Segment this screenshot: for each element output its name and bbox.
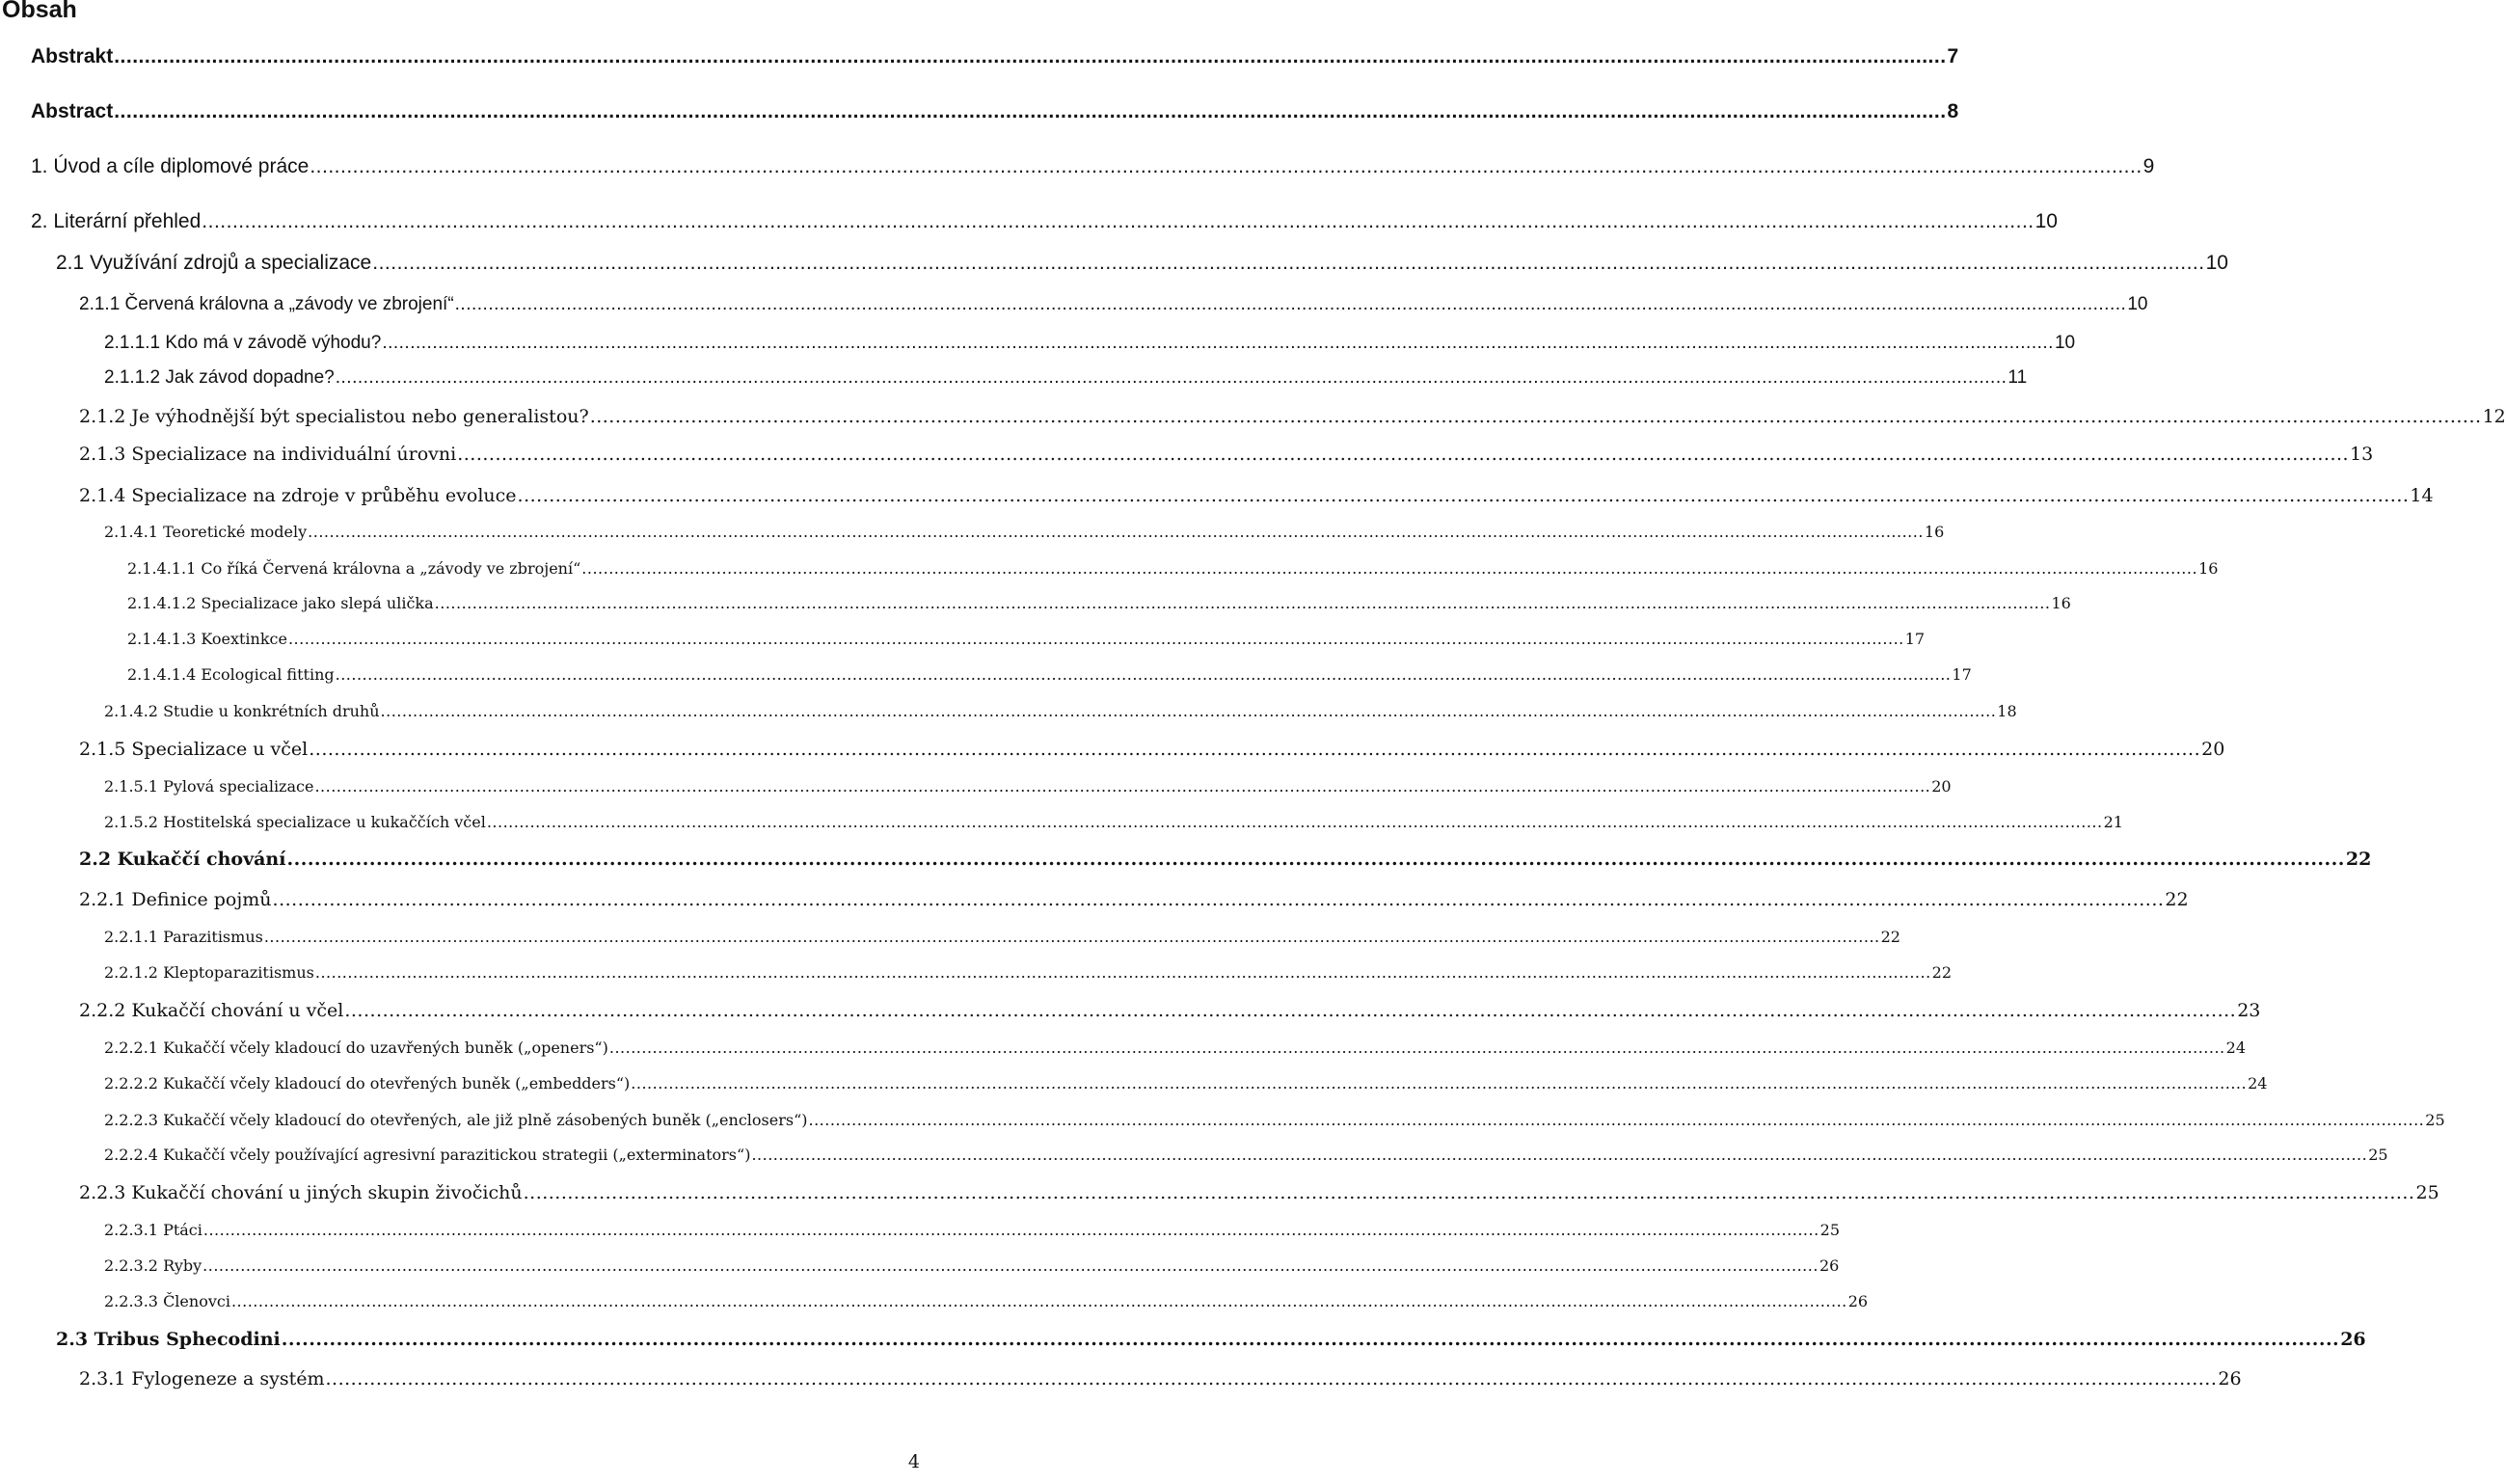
- toc-entry-label: 2.2.1.2 Kleptoparazitismus: [104, 963, 314, 982]
- toc-entry[interactable]: [79, 294, 2148, 315]
- toc-entry-label: 2.1.1 Červená královna a „závody ve zbrojení“: [79, 294, 454, 314]
- toc-entry-label: Abstract: [31, 100, 114, 122]
- toc-entry[interactable]: [79, 444, 2374, 465]
- toc-entry-page: 16: [2051, 594, 2071, 612]
- toc-entry-label: 2. Literární přehled: [31, 210, 202, 232]
- toc-entry-page: 23: [2237, 1000, 2261, 1021]
- toc-leader-dots: ............................................................................................................................................................................................................................................................................................................: [581, 559, 2198, 578]
- toc-leader-dots: ............................................................................................................................................................................................................................................................................................................: [263, 928, 1880, 946]
- toc-leader-dots: ............................................................................................................................................................................................................................................................................................................: [286, 849, 2345, 870]
- toc-entry[interactable]: [127, 594, 2071, 612]
- toc-entry[interactable]: [104, 333, 2076, 354]
- toc-leader-dots: ............................................................................................................................................................................................................................................................................................................: [272, 889, 2165, 910]
- toc-entry-page: 21: [2103, 813, 2123, 831]
- toc-leader-dots: ............................................................................................................................................................................................................................................................................................................: [454, 294, 2127, 314]
- toc-entry-label: 2.2.3.2 Ryby: [104, 1256, 202, 1275]
- toc-entry-page: 25: [1819, 1221, 1841, 1239]
- toc-entry-page: 25: [2415, 1182, 2439, 1203]
- toc-entry-page: 10: [2205, 252, 2228, 274]
- toc-entry[interactable]: [104, 367, 2028, 389]
- toc-entry-page: 22: [1931, 963, 1953, 982]
- toc-entry[interactable]: [79, 889, 2189, 910]
- toc-entry-label: Abstrakt: [31, 45, 114, 67]
- toc-entry-page: 17: [1904, 630, 1926, 648]
- toc-entry[interactable]: [79, 485, 2434, 506]
- toc-entry-page: 10: [2127, 294, 2148, 314]
- toc-leader-dots: ............................................................................................................................................................................................................................................................................................................: [380, 702, 1997, 720]
- toc-entry[interactable]: [127, 630, 1926, 648]
- toc-entry-page: 8: [1947, 100, 1959, 122]
- page-number: 4: [907, 1451, 920, 1472]
- toc-leader-dots: ............................................................................................................................................................................................................................................................................................................: [344, 1000, 2237, 1021]
- toc-leader-dots: ............................................................................................................................................................................................................................................................................................................: [457, 444, 2350, 465]
- toc-entry[interactable]: [79, 1182, 2439, 1203]
- toc-entry-page: 16: [2198, 559, 2219, 578]
- toc-entry-label: 2.1.1.1 Kdo má v závodě výhodu?: [104, 333, 382, 353]
- toc-entry[interactable]: [104, 928, 1900, 946]
- toc-entry[interactable]: [79, 739, 2225, 760]
- toc-leader-dots: ............................................................................................................................................................................................................................................................................................................: [287, 630, 1904, 648]
- toc-leader-dots: ............................................................................................................................................................................................................................................................................................................: [114, 45, 1947, 67]
- toc-leader-dots: ............................................................................................................................................................................................................................................................................................................: [314, 963, 1931, 982]
- toc-entry-page: 24: [2225, 1039, 2246, 1057]
- toc-leader-dots: ............................................................................................................................................................................................................................................................................................................: [589, 406, 2482, 427]
- toc-entry-page: 26: [2340, 1329, 2366, 1350]
- toc-entry-label: 2.2 Kukaččí chování: [79, 849, 286, 870]
- toc-entry-label: 2.1.4.1.2 Specializace jako slepá ulička: [127, 594, 434, 612]
- toc-entry-page: 9: [2142, 155, 2155, 177]
- toc-entry-label: 2.1.1.2 Jak závod dopadne?: [104, 367, 335, 388]
- toc-leader-dots: ............................................................................................................................................................................................................................................................................................................: [281, 1329, 2340, 1350]
- toc-entry[interactable]: [104, 777, 1952, 796]
- toc-entry-page: 10: [2054, 333, 2076, 353]
- toc-entry-page: 16: [1924, 523, 1945, 541]
- toc-entry[interactable]: [127, 665, 1972, 684]
- toc-entry-label: 2.2.2.3 Kukaččí včely kladoucí do otevřených, ale již plně zásobených buněk („enclosers“): [104, 1111, 808, 1129]
- toc-entry-page: 20: [1931, 777, 1952, 796]
- toc-entry-page: 10: [2034, 210, 2058, 232]
- toc-leader-dots: ............................................................................................................................................................................................................................................................................................................: [808, 1111, 2425, 1129]
- toc-entry-page: 7: [1947, 45, 1959, 67]
- toc-leader-dots: ............................................................................................................................................................................................................................................................................................................: [230, 1292, 1847, 1310]
- toc-entry-label: 2.1.4.1.3 Koextinkce: [127, 630, 287, 648]
- toc-leader-dots: ............................................................................................................................................................................................................................................................................................................: [202, 1221, 1819, 1239]
- toc-leader-dots: ............................................................................................................................................................................................................................................................................................................: [308, 523, 1924, 541]
- toc-entry-page: 18: [1997, 702, 2017, 720]
- toc-entry-label: 2.1.4 Specializace na zdroje v průběhu evoluce: [79, 485, 517, 506]
- toc-entry-label: 2.2.2.2 Kukaččí včely kladoucí do otevřených buněk („embedders“): [104, 1074, 631, 1093]
- toc-entry-label: 2.2.3.1 Ptáci: [104, 1221, 202, 1239]
- toc-entry[interactable]: [79, 1368, 2242, 1390]
- toc-entry-label: 2.2.1 Definice pojmů: [79, 889, 272, 910]
- toc-leader-dots: ............................................................................................................................................................................................................................................................................................................: [372, 252, 2205, 274]
- toc-entry[interactable]: [104, 963, 1953, 982]
- toc-entry[interactable]: [104, 1221, 1841, 1239]
- toc-entry-page: 24: [2248, 1074, 2268, 1093]
- toc-entry[interactable]: [79, 849, 2372, 870]
- toc-entry-label: 2.1.5 Specializace u včel: [79, 739, 309, 760]
- toc-entry-label: 2.2.2 Kukaččí chování u včel: [79, 1000, 344, 1021]
- toc-entry-label: 2.1.4.1.1 Co říká Červená královna a „závody ve zbrojení“: [127, 559, 581, 578]
- toc-leader-dots: ............................................................................................................................................................................................................................................................................................................: [517, 485, 2410, 506]
- toc-leader-dots: ............................................................................................................................................................................................................................................................................................................: [631, 1074, 2248, 1093]
- toc-entry[interactable]: [104, 1039, 2246, 1057]
- toc-entry[interactable]: [104, 813, 2123, 831]
- toc-entry-page: 12: [2482, 406, 2506, 427]
- toc-entry[interactable]: [31, 210, 2058, 233]
- toc-entry-page: 13: [2350, 444, 2374, 465]
- toc-entry-page: 26: [1847, 1292, 1869, 1310]
- toc-entry[interactable]: [127, 559, 2219, 578]
- toc-entry-label: 2.2.1.1 Parazitismus: [104, 928, 263, 946]
- toc-leader-dots: ............................................................................................................................................................................................................................................................................................................: [114, 100, 1947, 122]
- toc-entry-page: 22: [1880, 928, 1900, 946]
- toc-entry-label: 2.1.3 Specializace na individuální úrovni: [79, 444, 457, 465]
- toc-entry[interactable]: [104, 1074, 2268, 1093]
- toc-entry[interactable]: [79, 1000, 2261, 1021]
- toc-entry[interactable]: [104, 1111, 2445, 1129]
- toc-entry-page: 25: [2425, 1111, 2445, 1129]
- toc-leader-dots: ............................................................................................................................................................................................................................................................................................................: [310, 155, 2142, 177]
- toc-leader-dots: ............................................................................................................................................................................................................................................................................................................: [434, 594, 2051, 612]
- toc-leader-dots: ............................................................................................................................................................................................................................................................................................................: [608, 1039, 2225, 1057]
- toc-entry-page: 22: [2165, 889, 2189, 910]
- toc-leader-dots: ............................................................................................................................................................................................................................................................................................................: [202, 1256, 1819, 1275]
- toc-entry-label: 2.1.4.2 Studie u konkrétních druhů: [104, 702, 380, 720]
- toc-entry[interactable]: [31, 155, 2155, 178]
- toc-entry-label: 2.2.2.4 Kukaččí včely používající agresivní parazitickou strategii („exterminators“): [104, 1146, 751, 1164]
- toc-leader-dots: ............................................................................................................................................................................................................................................................................................................: [309, 739, 2201, 760]
- toc-entry-page: 14: [2410, 485, 2434, 506]
- toc-entry-label: 2.1 Využívání zdrojů a specializace: [56, 252, 372, 274]
- toc-entry-label: 2.1.2 Je výhodnější být specialistou nebo generalistou?: [79, 406, 589, 427]
- toc-entry[interactable]: [79, 406, 2506, 427]
- toc-entry[interactable]: [104, 1292, 1869, 1310]
- toc-leader-dots: ............................................................................................................................................................................................................................................................................................................: [751, 1146, 2368, 1164]
- toc-entry[interactable]: [31, 100, 1959, 123]
- toc-entry-label: 2.1.5.1 Pylová specializace: [104, 777, 314, 796]
- toc-leader-dots: ............................................................................................................................................................................................................................................................................................................: [335, 665, 1952, 684]
- toc-entry-label: 2.2.3 Kukaččí chování u jiných skupin živočichů: [79, 1182, 523, 1203]
- toc-entry[interactable]: [104, 1146, 2388, 1164]
- toc-entry[interactable]: [56, 252, 2228, 275]
- toc-entry-page: 17: [1952, 665, 1972, 684]
- toc-entry-page: 26: [2218, 1368, 2242, 1390]
- toc-entry-page: 11: [2007, 367, 2028, 388]
- toc-leader-dots: ............................................................................................................................................................................................................................................................................................................: [523, 1182, 2415, 1203]
- toc-leader-dots: ............................................................................................................................................................................................................................................................................................................: [382, 333, 2054, 353]
- toc-leader-dots: ............................................................................................................................................................................................................................................................................................................: [486, 813, 2103, 831]
- toc-entry-page: 22: [2345, 849, 2372, 870]
- toc-entry-label: 2.3 Tribus Sphecodini: [56, 1329, 281, 1350]
- toc-entry-page: 25: [2368, 1146, 2388, 1164]
- toc-entry-label: 2.1.4.1.4 Ecological fitting: [127, 665, 335, 684]
- toc-leader-dots: ............................................................................................................................................................................................................................................................................................................: [325, 1368, 2218, 1390]
- toc-entry[interactable]: [31, 45, 1959, 68]
- toc-entry[interactable]: [104, 1256, 1840, 1275]
- toc-leader-dots: ............................................................................................................................................................................................................................................................................................................: [335, 367, 2007, 388]
- toc-entry[interactable]: [104, 523, 1945, 541]
- page-title: Obsah: [2, 0, 77, 23]
- toc-entry-label: 2.1.5.2 Hostitelská specializace u kukaččích včel: [104, 813, 486, 831]
- toc-entry-page: 26: [1819, 1256, 1840, 1275]
- toc-leader-dots: ............................................................................................................................................................................................................................................................................................................: [314, 777, 1931, 796]
- toc-entry-label: 2.2.3.3 Členovci: [104, 1292, 230, 1310]
- toc-leader-dots: ............................................................................................................................................................................................................................................................................................................: [202, 210, 2034, 232]
- toc-entry[interactable]: [56, 1329, 2366, 1350]
- toc-entry-page: 20: [2201, 739, 2225, 760]
- toc-entry[interactable]: [104, 702, 2017, 720]
- toc-entry-label: 2.3.1 Fylogeneze a systém: [79, 1368, 325, 1390]
- toc-entry-label: 1. Úvod a cíle diplomové práce: [31, 155, 310, 177]
- toc-entry-label: 2.2.2.1 Kukaččí včely kladoucí do uzavřených buněk („openers“): [104, 1039, 608, 1057]
- toc-entry-label: 2.1.4.1 Teoretické modely: [104, 523, 308, 541]
